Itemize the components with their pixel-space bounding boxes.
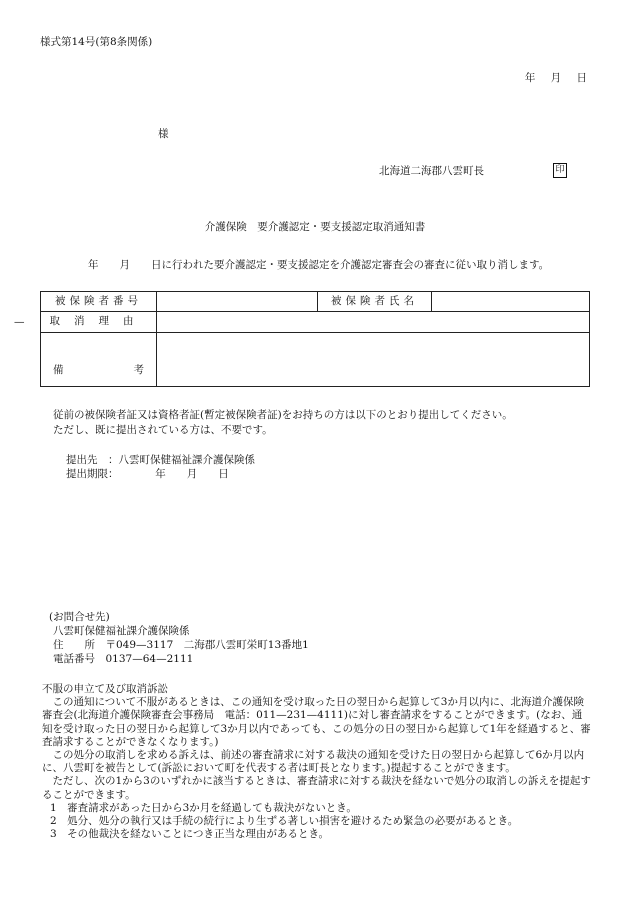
appeal-heading: 不服の申立て及び取消訴訟: [42, 683, 168, 695]
appeal-paragraph-2: この処分の取消しを求める訴えは、前述の審査請求に対する裁決の通知を受けた日の翌日から起算して6か月以内に、八雲町を被告として(訴訟において町を代表する者は町長となります。)提起することができます。: [42, 749, 585, 775]
reason-label: 取消理由: [41, 312, 157, 333]
table-row: [41, 333, 590, 387]
contact-department: 八雲町保健福祉課介護保険係: [53, 625, 190, 637]
contact-address: 住 所 〒049—3117 二海郡八雲町栄町13番地1: [53, 639, 309, 651]
insured-name-value[interactable]: [432, 292, 590, 312]
notice-line-1: 従前の被保険者証又は資格者証(暫定被保険者証)をお持ちの方は以下のとおり提出してください。: [53, 409, 513, 421]
table-row: [41, 312, 590, 333]
appeal-paragraph-1: この通知について不服があるときは、この通知を受け取った日の翌日から起算して3か月以内に、北海道介護保険審査会(北海道介護保険審査会事務局 電話：011—231—4111)に対し審査請求をすることができます。(なお、通知を受け取った日の翌日から起算して3か月以内であっても、この処分の日の翌日から起算して1年を経過すると、審査請求することができなくなります。): [42, 696, 591, 748]
appeal-item-3: 3 その他裁決を経ないことにつき正当な理由があるとき。: [50, 828, 330, 841]
remarks-label-2: 考: [133, 364, 144, 376]
submission-block: [66, 453, 255, 481]
issuer-name: 北海道二海郡八雲町長: [379, 165, 484, 177]
insured-name-label: 被保険者氏名: [318, 292, 432, 312]
remarks-value[interactable]: [157, 333, 590, 387]
form-number: 様式第14号(第8条関係): [40, 36, 153, 48]
insured-number-value[interactable]: [157, 292, 318, 312]
margin-mark: —: [14, 316, 25, 328]
contact-block: [49, 610, 309, 666]
submission-destination: 提出先 ：八雲町保健福祉課介護保険係: [66, 454, 255, 466]
notice-line-2: ただし、既に提出されている方は、不要です。: [53, 423, 273, 436]
document-title: 介護保険 要介護認定・要支援認定取消通知書: [204, 221, 426, 233]
contact-phone: 電話番号 0137—64—2111: [53, 653, 194, 665]
intro-sentence: 年 月 日に行われた要介護認定・要支援認定を介護認定審査会の審査に従い取り消します。: [88, 259, 550, 271]
insured-number-label: 被保険者番号: [41, 292, 157, 312]
appeal-item-1: 1 審査請求があった日から3か月を経過しても裁決がないとき。: [50, 801, 357, 814]
remarks-label: [41, 333, 157, 387]
table-row: [41, 292, 590, 312]
seal-mark: 印: [553, 163, 567, 178]
certification-table: [40, 291, 590, 387]
submission-deadline: 提出期限： 年 月 日: [66, 468, 229, 480]
notice-block: [53, 408, 513, 437]
appeal-item-2: 2 処分、処分の執行又は手続の続行により生ずる著しい損害を避けるため緊急の必要があるとき。: [50, 815, 519, 828]
reason-value[interactable]: [157, 312, 590, 333]
appeal-paragraph-3: ただし、次の1から3のいずれかに該当するときは、審査請求に対する裁決を経ないで処分の取消しの訴えを提起することができます。: [42, 775, 591, 801]
appeal-section: [42, 683, 592, 841]
remarks-label-1: 備: [53, 364, 64, 376]
contact-heading: (お問合せ先): [49, 611, 110, 623]
date-line: 年 月 日: [524, 72, 587, 84]
addressee-suffix: 様: [158, 128, 169, 140]
